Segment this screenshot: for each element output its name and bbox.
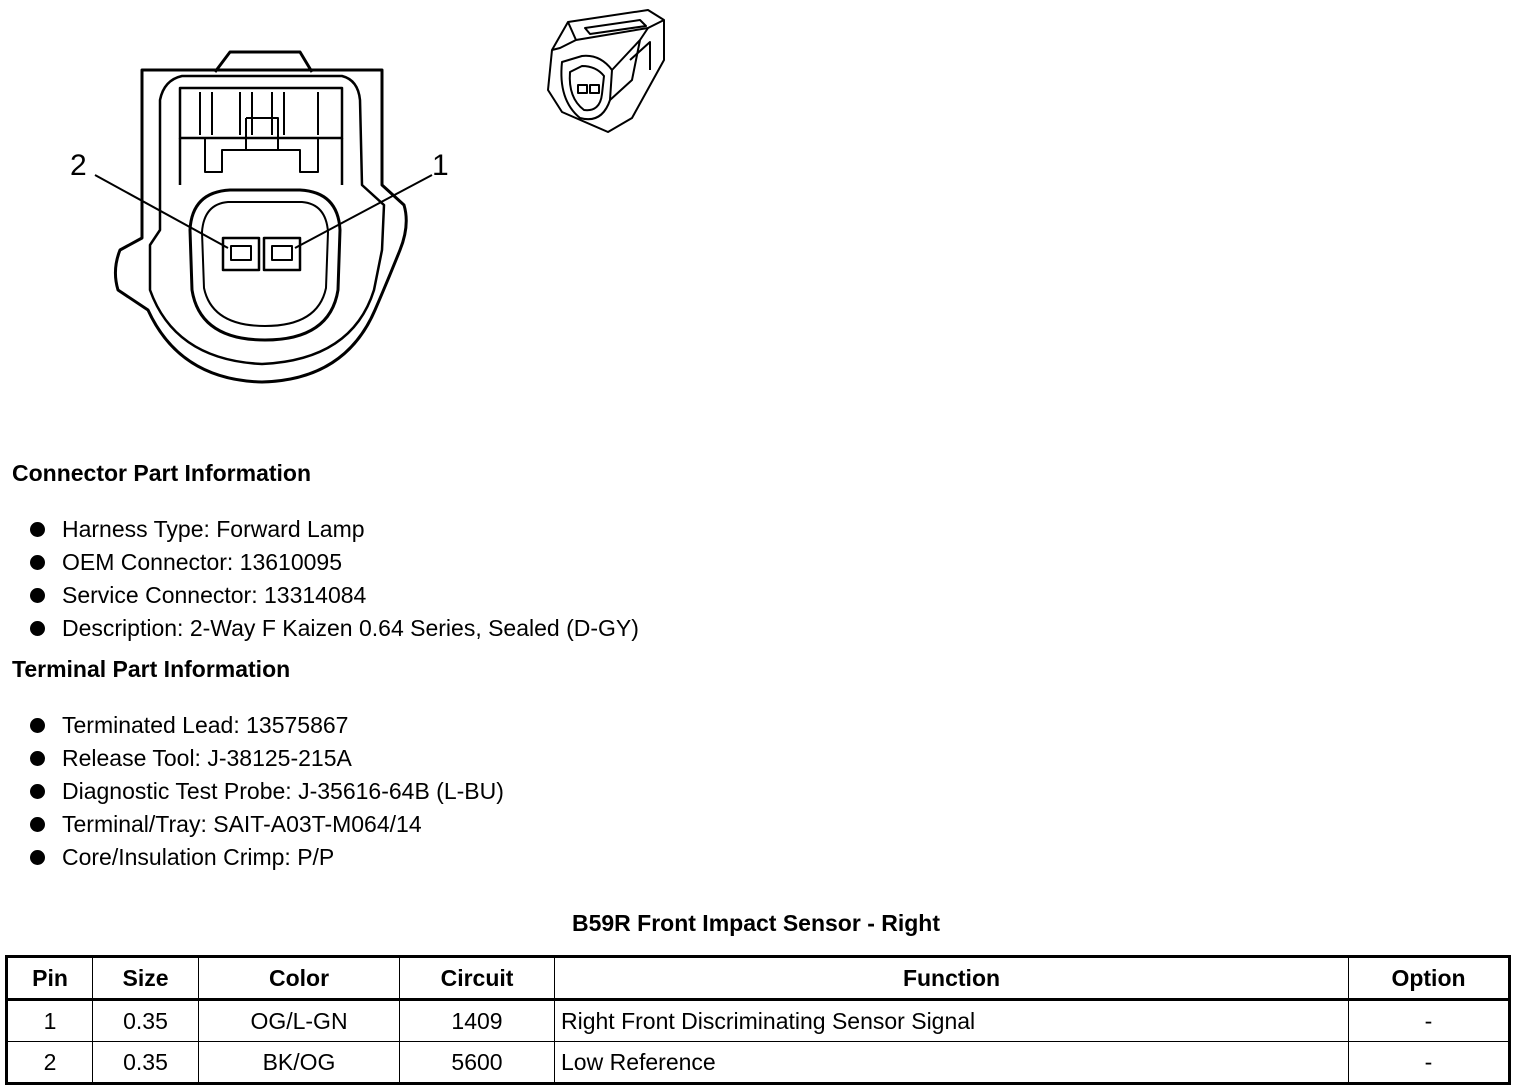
cell-color: BK/OG: [199, 1042, 400, 1084]
header-option: Option: [1349, 957, 1510, 1000]
list-item: [30, 742, 504, 775]
connector-part-list: [30, 513, 639, 645]
bullet-icon: [30, 850, 45, 865]
cell-circuit: 1409: [400, 1000, 555, 1042]
cell-option: -: [1349, 1042, 1510, 1084]
bullet-icon: [30, 555, 45, 570]
bullet-icon: [30, 817, 45, 832]
list-item: [30, 612, 639, 645]
list-item: [30, 808, 504, 841]
list-item: [30, 546, 639, 579]
cell-pin: 1: [7, 1000, 93, 1042]
connector-description: Description: 2-Way F Kaizen 0.64 Series, Sealed (D-GY): [62, 615, 639, 641]
table-row: [7, 1042, 1510, 1084]
header-size: Size: [93, 957, 199, 1000]
cell-function: Low Reference: [555, 1042, 1349, 1084]
connector-part-heading: Connector Part Information: [12, 460, 312, 486]
cell-color: OG/L-GN: [199, 1000, 400, 1042]
bullet-icon: [30, 718, 45, 733]
service-connector: Service Connector: 13314084: [62, 582, 367, 608]
list-item: [30, 841, 504, 874]
header-color: Color: [199, 957, 400, 1000]
header-function: Function: [555, 957, 1349, 1000]
terminal-part-list: [30, 709, 504, 874]
pin-2-callout: 2: [70, 149, 87, 182]
oem-connector: OEM Connector: 13610095: [62, 549, 343, 575]
cell-size: 0.35: [93, 1042, 199, 1084]
header-circuit: Circuit: [400, 957, 555, 1000]
terminal-tray: Terminal/Tray: SAIT-A03T-M064/14: [62, 811, 422, 837]
list-item: [30, 709, 504, 742]
list-item: [30, 579, 639, 612]
pin-1-callout: 1: [432, 149, 449, 182]
pin-table-title: B59R Front Impact Sensor - Right: [571, 910, 941, 936]
terminated-lead: Terminated Lead: 13575867: [62, 712, 349, 738]
pin-table: [5, 955, 1511, 1085]
bullet-icon: [30, 621, 45, 636]
table-row: [7, 1000, 1510, 1042]
cell-circuit: 5600: [400, 1042, 555, 1084]
core-insulation-crimp: Core/Insulation Crimp: P/P: [62, 844, 335, 870]
cell-option: -: [1349, 1000, 1510, 1042]
diagnostic-test-probe: Diagnostic Test Probe: J-35616-64B (L-BU): [62, 778, 504, 804]
cell-pin: 2: [7, 1042, 93, 1084]
harness-type: Harness Type: Forward Lamp: [62, 516, 365, 542]
release-tool: Release Tool: J-38125-215A: [62, 745, 352, 771]
bullet-icon: [30, 784, 45, 799]
header-pin: Pin: [7, 957, 93, 1000]
table-header-row: [7, 957, 1510, 1000]
connector-face-diagram: [0, 0, 720, 420]
list-item: [30, 775, 504, 808]
bullet-icon: [30, 588, 45, 603]
cell-size: 0.35: [93, 1000, 199, 1042]
bullet-icon: [30, 751, 45, 766]
terminal-part-heading: Terminal Part Information: [12, 656, 291, 682]
cell-function: Right Front Discriminating Sensor Signal: [555, 1000, 1349, 1042]
list-item: [30, 513, 639, 546]
bullet-icon: [30, 522, 45, 537]
